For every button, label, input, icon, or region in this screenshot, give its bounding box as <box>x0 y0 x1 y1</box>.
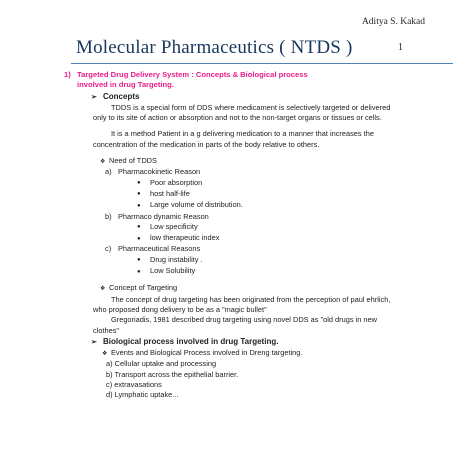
list-letter: a) <box>105 167 112 177</box>
concepts-heading <box>91 92 400 103</box>
list-item <box>137 189 400 200</box>
arrow-bullet-icon: ➢ <box>91 93 97 101</box>
bio-subheading <box>102 348 400 359</box>
title-underline <box>71 63 453 64</box>
need-heading <box>100 156 400 167</box>
list-item-text: Poor absorption <box>150 177 203 187</box>
author-name: Aditya S. Kakad <box>361 17 425 27</box>
list-item: b) Transport across the epithelial barrier. <box>106 369 239 379</box>
document-body <box>60 70 400 401</box>
need-group-c <box>105 244 400 254</box>
group-label: Pharmaco dynamic Reason <box>118 211 209 221</box>
bullet-icon: ● <box>137 235 141 242</box>
list-item-text: Low Solubility <box>150 266 196 276</box>
list-item-text: Large volume of distribution. <box>150 200 243 210</box>
targeting-heading <box>100 283 400 294</box>
targeting-paragraph-2: Gregoriadis, 1981 described drug targeting using novel DDS as "old drugs in new clothes" <box>93 315 377 335</box>
targeting-label: Concept of Targeting <box>109 283 178 293</box>
list-item <box>137 233 400 244</box>
list-item: a) Cellular uptake and processing <box>106 359 217 369</box>
need-label: Need of TDDS <box>109 156 157 166</box>
bullet-icon: ● <box>137 202 141 209</box>
list-item: d) Lymphatic uptake... <box>106 390 179 400</box>
bio-heading <box>91 337 400 348</box>
diamond-bullet-icon: ❖ <box>100 159 106 166</box>
section-number: 1) <box>64 70 71 79</box>
bio-sub-label: Events and Biological Process involved in Dreng targeting. <box>111 348 303 358</box>
concepts-label: Concepts <box>103 91 140 101</box>
section-heading-line1: Targeted Drug Delivery System : Concepts & Biological process <box>77 70 308 79</box>
list-item-text: Drug instability . <box>150 254 203 264</box>
bullet-icon: ● <box>137 191 141 198</box>
concepts-paragraph-1: TDDS is a special form of DDS where medicament is selectively targeted or delivered only to its site of action or absorption and not to the non-target organs or tissues or cells. <box>93 102 391 123</box>
list-item-text: Low specificity <box>150 221 198 231</box>
section-heading-line2: involved in drug Targeting. <box>77 80 174 90</box>
list-letter: b) <box>105 211 112 221</box>
arrow-bullet-icon: ➢ <box>91 338 97 346</box>
bullet-icon: ● <box>137 180 141 187</box>
bio-label: Biological process involved in drug Targeting. <box>103 336 279 346</box>
section-heading <box>64 70 400 91</box>
need-group-b <box>105 212 400 222</box>
list-item <box>137 222 400 233</box>
bullet-icon: ● <box>137 224 141 231</box>
targeting-paragraph-1: The concept of drug targeting has been originated from the perception of paul ehrlich, who proposed dong delivery to be as a "magic bullet" <box>93 294 391 314</box>
list-item <box>137 255 400 266</box>
need-group-a <box>105 167 400 177</box>
group-label: Pharmaceutical Reasons <box>118 244 201 254</box>
list-letter: c) <box>105 244 112 254</box>
list-item-text: low therapeutic index <box>150 233 220 243</box>
group-label: Pharmacokinetic Reason <box>118 167 201 177</box>
bullet-icon: ● <box>137 257 141 264</box>
page-number: 1 <box>398 42 403 53</box>
title-block <box>58 35 420 65</box>
bullet-icon: ● <box>137 268 141 275</box>
list-item <box>137 200 400 211</box>
concepts-paragraph-2: It is a method Patient in a g delivering medication to a manner that increases the concentration of the medication in parts of the body relative to others. <box>93 129 374 149</box>
list-item <box>137 266 400 277</box>
diamond-bullet-icon: ❖ <box>102 351 108 358</box>
diamond-bullet-icon: ❖ <box>100 286 106 293</box>
list-item-text: host half-life <box>150 188 190 198</box>
list-item <box>137 178 400 189</box>
page-title: Molecular Pharmaceutics ( NTDS ) <box>76 37 353 58</box>
list-item: c) extravasations <box>106 380 162 390</box>
